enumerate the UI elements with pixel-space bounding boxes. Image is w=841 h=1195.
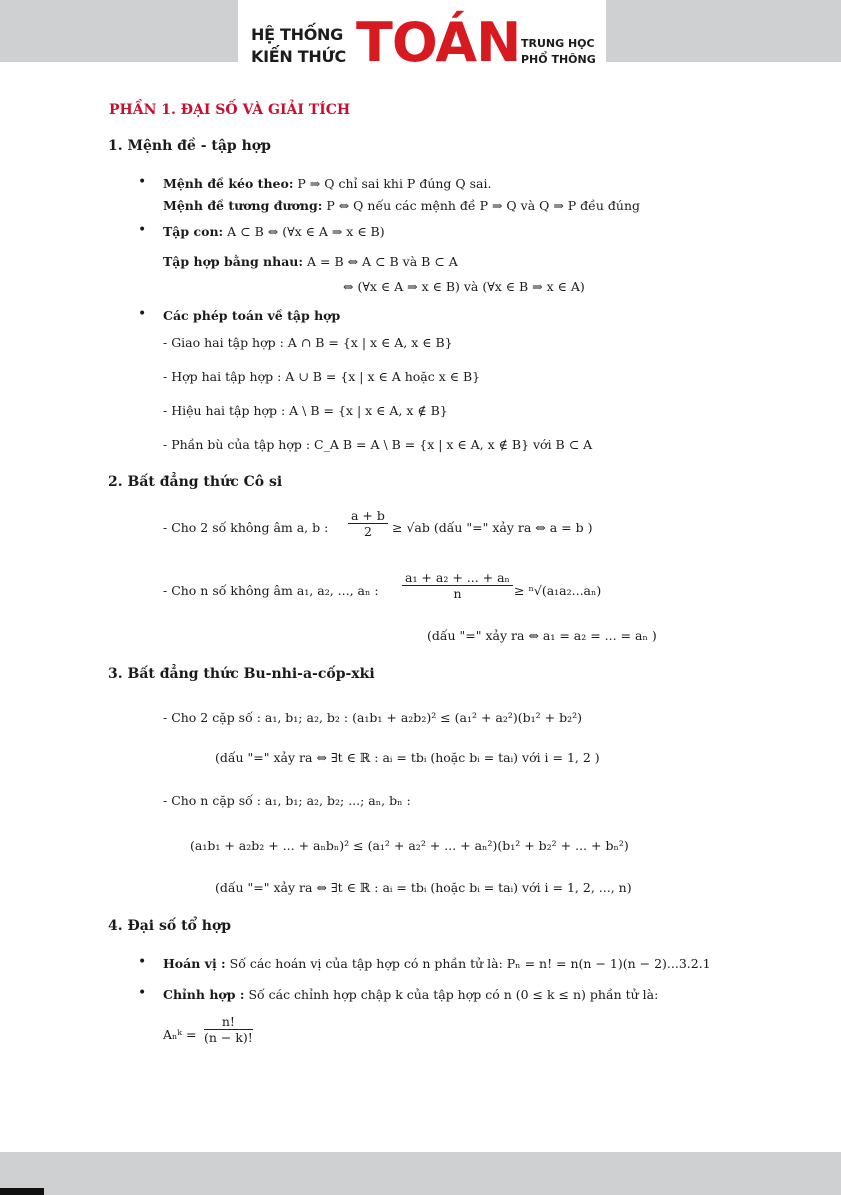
footer-corner-mark [0, 1188, 44, 1195]
set-operations-label: Các phép toán về tập hợp [163, 308, 341, 323]
cauchy-n-equality: (dấu "=" xảy ra ⇔ a₁ = a₂ = ... = aₙ ) [427, 628, 657, 643]
cauchy-2-post: ≥ √ab (dấu "=" xảy ra ⇔ a = b ) [392, 520, 593, 535]
bullet-icon: • [138, 985, 147, 1001]
section-2-title: 2. Bất đẳng thức Cô si [108, 474, 283, 490]
bullet-icon: • [138, 954, 147, 970]
bcs-2-equality: (dấu "=" xảy ra ⇔ ∃t ∈ ℝ : aᵢ = tbᵢ (hoặc bᵢ = taᵢ) với i = 1, 2 ) [215, 750, 600, 765]
subset-line: Tập con: A ⊂ B ⇔ (∀x ∈ A ⇒ x ∈ B) [163, 224, 385, 239]
bcs-2-line: - Cho 2 cặp số : a₁, b₁; a₂, b₂ : (a₁b₁ + a₂b₂)² ≤ (a₁² + a₂²)(b₁² + b₂²) [163, 710, 582, 725]
implication-line: Mệnh đề kéo theo: P ⇒ Q chỉ sai khi P đúng Q sai. [163, 176, 492, 191]
brand-title: TOÁN [356, 11, 521, 74]
difference-line: - Hiệu hai tập hợp : A \ B = {x | x ∈ A, x ∉ B} [163, 403, 448, 418]
part-title: PHẦN 1. ĐẠI SỐ VÀ GIẢI TÍCH [109, 102, 351, 118]
cauchy-n-post: ≥ ⁿ√(a₁a₂...aₙ) [514, 583, 602, 598]
union-line: - Hợp hai tập hợp : A ∪ B = {x | x ∈ A hoặc x ∈ B} [163, 369, 481, 384]
bullet-icon: • [138, 222, 147, 238]
cauchy-n-fraction: $\frac{\text{a₁ + a₂ + ... + aₙ}}{n}$ [402, 570, 513, 601]
arrangement-formula-fraction: $\frac{n!}{(n - k)!}$ [204, 1014, 253, 1045]
arrangement-formula-lhs: Aₙᵏ = [163, 1027, 197, 1042]
equivalence-line: Mệnh đề tương đương: P ⇔ Q nếu các mệnh đề P ⇒ Q và Q ⇒ P đều đúng [163, 198, 640, 213]
cauchy-2-pre: - Cho 2 số không âm a, b : [163, 520, 329, 535]
bcs-n-equality: (dấu "=" xảy ra ⇔ ∃t ∈ ℝ : aᵢ = tbᵢ (hoặc bᵢ = taᵢ) với i = 1, 2, ..., n) [215, 880, 632, 895]
bullet-icon: • [138, 306, 147, 322]
bcs-n-inequality: (a₁b₁ + a₂b₂ + ... + aₙbₙ)² ≤ (a₁² + a₂² + ... + aₙ²)(b₁² + b₂² + ... + bₙ²) [190, 838, 629, 853]
section-3-title: 3. Bất đẳng thức Bu-nhi-a-cốp-xki [108, 666, 375, 682]
brand-right-text: TRUNG HỌC PHỔ THÔNG [521, 37, 596, 66]
complement-line: - Phần bù của tập hợp : C_A B = A \ B = {x | x ∈ A, x ∉ B} với B ⊂ A [163, 437, 593, 452]
set-equality-line-2: ⇔ (∀x ∈ A ⇒ x ∈ B) và (∀x ∈ B ⇒ x ∈ A) [343, 279, 585, 294]
cauchy-n-pre: - Cho n số không âm a₁, a₂, ..., aₙ : [163, 583, 379, 598]
footer-band [0, 1152, 841, 1195]
section-1-title: 1. Mệnh đề - tập hợp [108, 138, 271, 154]
bcs-n-intro: - Cho n cặp số : a₁, b₁; a₂, b₂; ...; aₙ, bₙ : [163, 793, 411, 808]
brand-left-text: HỆ THỐNG KIẾN THỨC [251, 25, 346, 66]
permutation-line: Hoán vị : Số các hoán vị của tập hợp có n phần tử là: Pₙ = n! = n(n − 1)(n − 2)...3.2.1 [163, 956, 711, 971]
intersection-line: - Giao hai tập hợp : A ∩ B = {x | x ∈ A, x ∈ B} [163, 335, 453, 350]
cauchy-2-fraction: $\frac{a + b}{2}$ [348, 508, 388, 539]
set-equality-line: Tập hợp bằng nhau: A = B ⇔ A ⊂ B và B ⊂ A [163, 254, 458, 269]
section-4-title: 4. Đại số tổ hợp [108, 918, 232, 934]
bullet-icon: • [138, 174, 147, 190]
arrangement-line: Chỉnh hợp : Số các chỉnh hợp chập k của tập hợp có n (0 ≤ k ≤ n) phần tử là: [163, 987, 659, 1002]
